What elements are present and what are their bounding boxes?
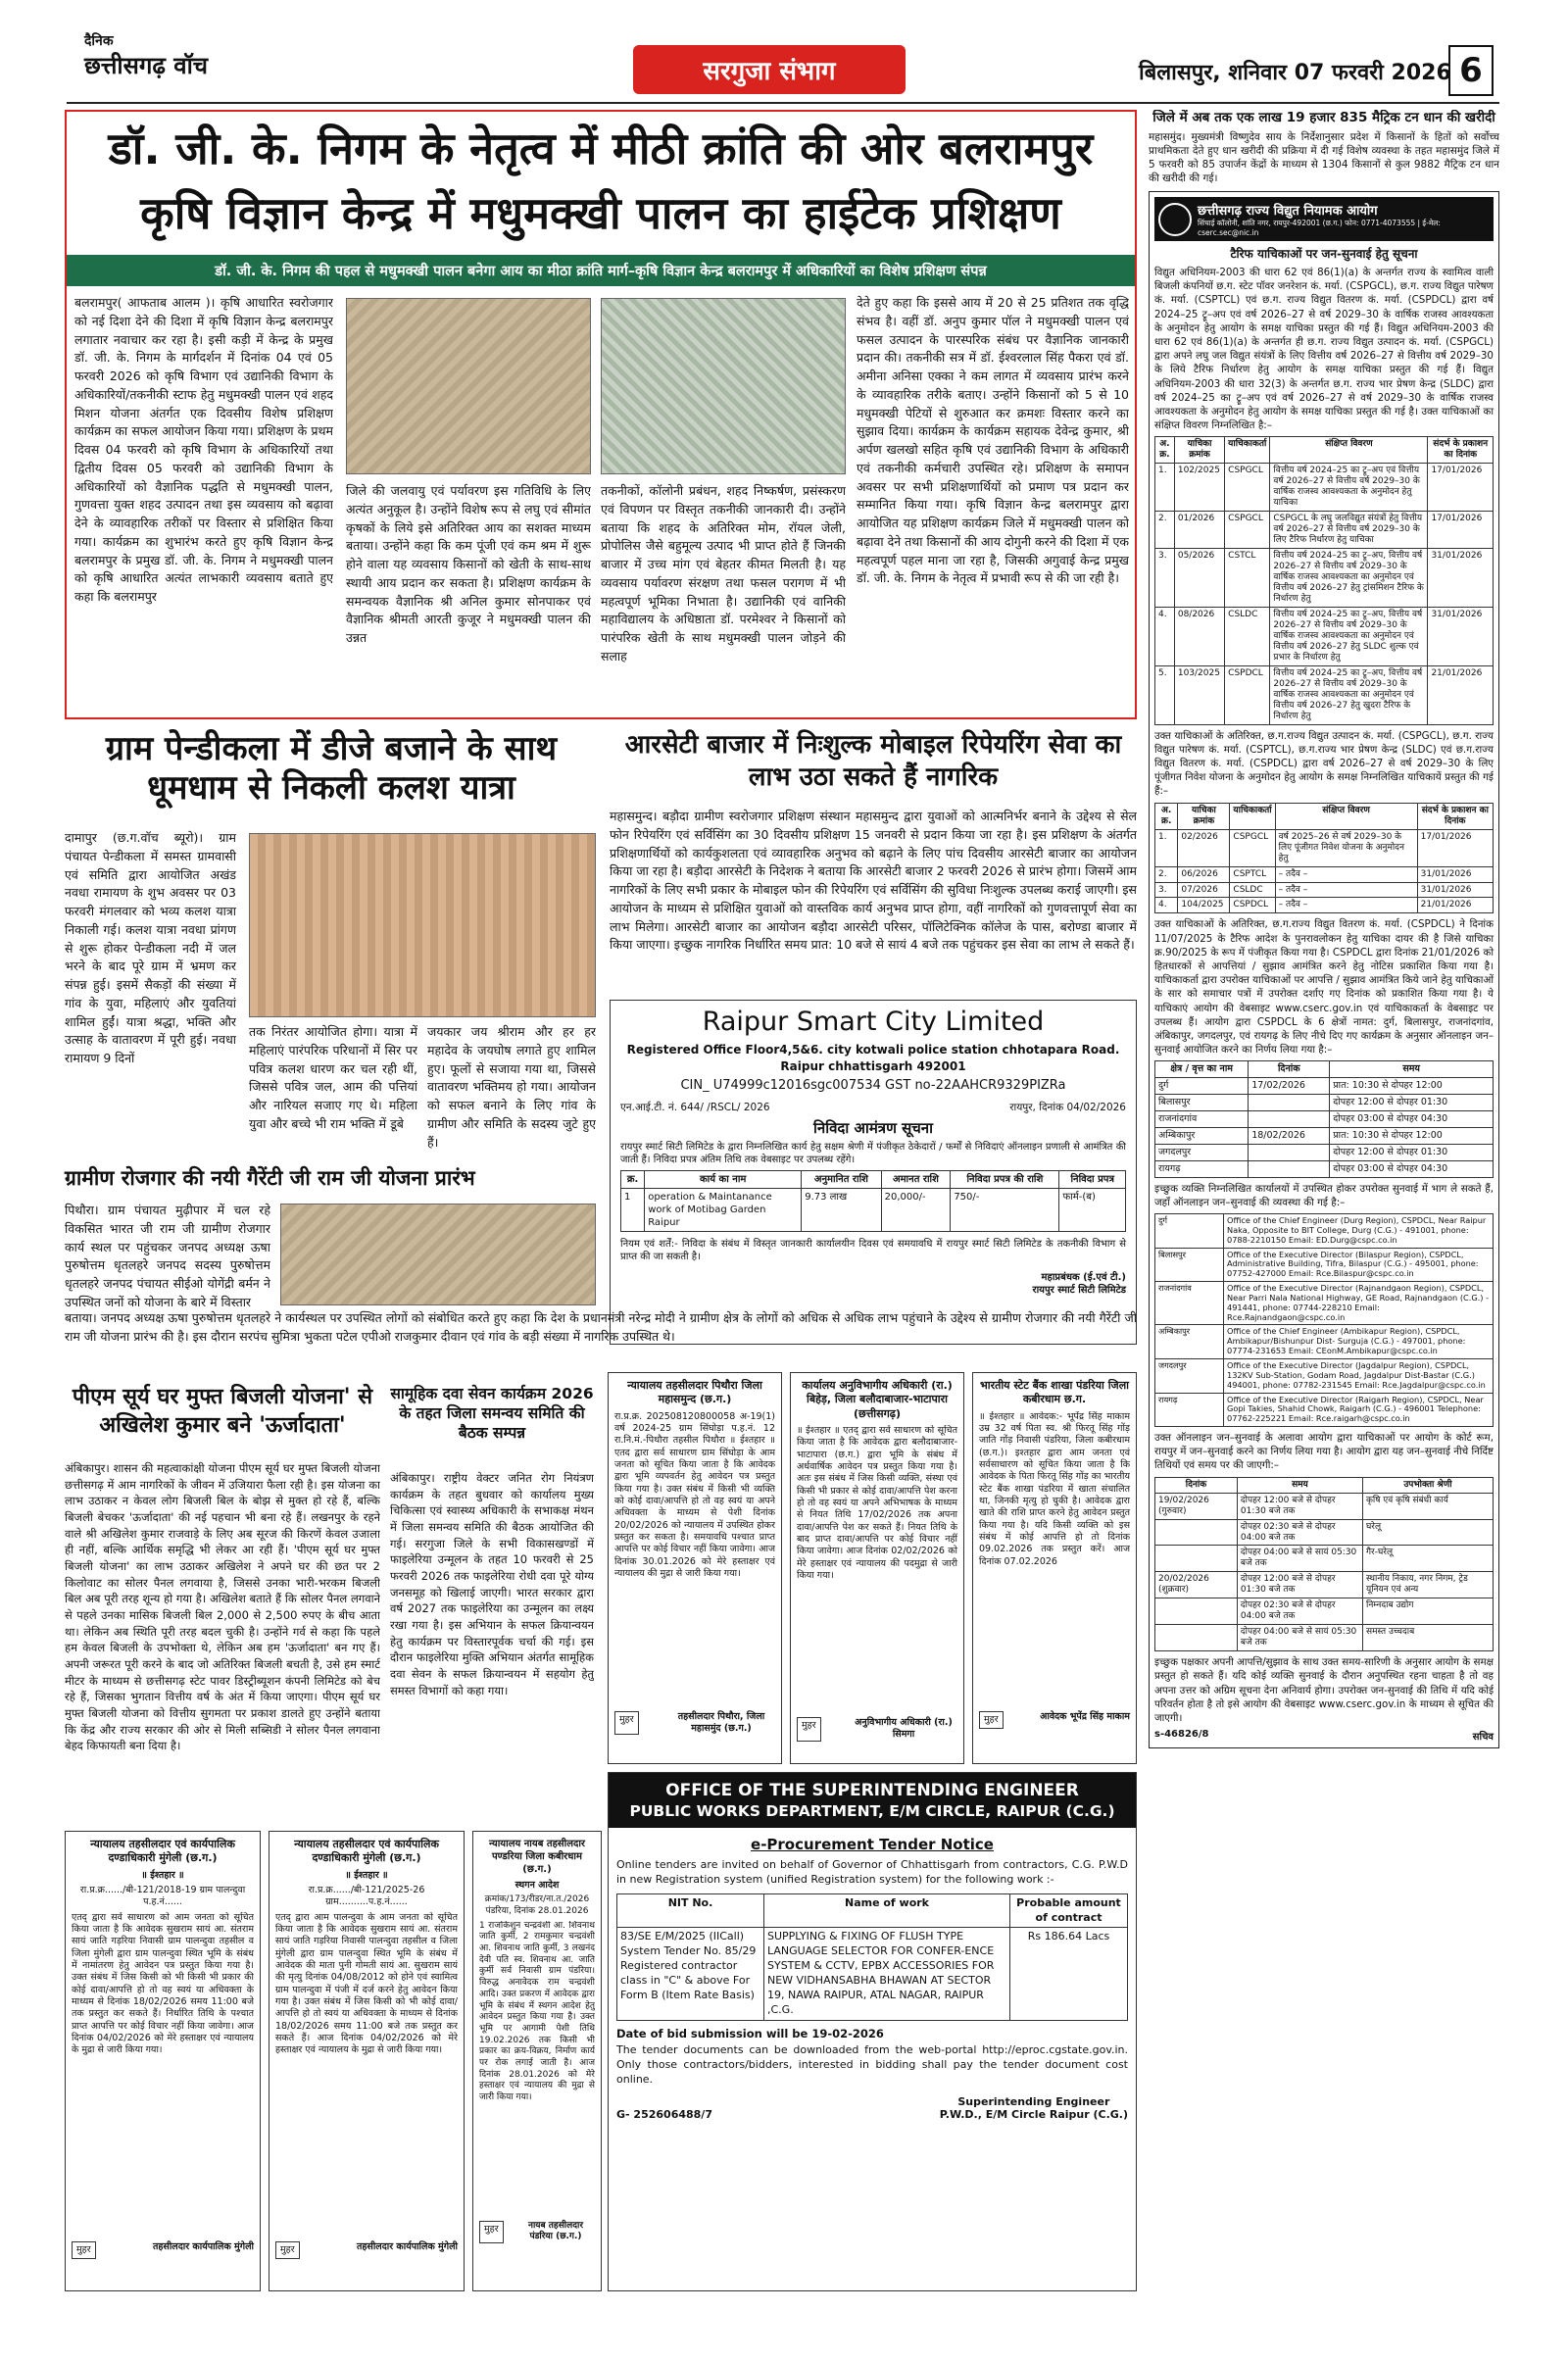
- cell: समस्त उच्चदाब: [1362, 1625, 1493, 1651]
- cell: 3.: [1155, 549, 1175, 608]
- samajik-body: अंबिकापुर। राष्ट्रीय वेक्टर जनित रोग नियंत्रण कार्यक्रम के तहत बुधवार को कार्यालय मुख्य चिकित्सा एवं स्वास्थ्य अधिकारी के सभाकक्ष मंथन में जिला समन्वय समिति की बैठक आयोजित की गई। सरगुजा जिले के सभी विकासखण्डों में फाइलेरिया उन्मूलन के तहत 10 फरवरी से 25 फरवरी 2026 तक फाइलेरिया रोधी दवा पूरे योग्य जनसमूह को खिलाई जाएगी। भारत सरकार द्वारा वर्ष 2027 तक फाइलेरिया का उन्मूलन का लक्ष्य रखा गया है। इस अभियान के सफल क्रियान्वयन हेतु कार्यक्रम पर विस्तारपूर्वक चर्चा की गई। इस दौरान फाइलेरिया मुक्ति अभियान अंतर्गत सामूहिक दवा सेवन के सफल क्रियान्वयन में सहयोग हेतु समस्त विभागों को कहा गया।: [390, 1471, 594, 1697]
- gramin-body-left: पिथौरा। ग्राम पंचायत मुढ़ीपार में चल रहे विकसित भारत जी राम जी ग्रामीण रोजगार कार्य स्थल पर पहुंचकर जनपद अध्यक्ष ऊषा पुरुषोत्तम धृतलहरे जनपद सदस्य पुरुषोत्तम धृतलहरे जनपद पंचायत सीईओ योगेंद्री बर्मन ने उपस्थित जनों को योजना के बारे में विस्तार: [65, 1203, 270, 1309]
- ad-office: Registered Office Floor4,5&6. city kotwali police station chhotapara Road. Raipur chhattisgarh 492001: [626, 1043, 1120, 1073]
- cell: दोपहर 02:30 बजे से दोपहर 04:00 बजे तक: [1237, 1519, 1362, 1546]
- table-row: [1155, 1214, 1494, 1249]
- table-row: [1155, 1078, 1494, 1095]
- cell: 102/2025: [1174, 464, 1224, 512]
- table-row: [1155, 512, 1494, 549]
- table-row: [1155, 898, 1494, 913]
- sidebar-brief: महासमुंद। मुख्यमंत्री विष्णुदेव साय के निर्देशानुसार प्रदेश में किसानों के हितों को सर्वोच्च प्राथमिकता देते हुए धान खरीदी की प्रक्रिया में दी गई विशेष व्यवस्था के तहत महासमुंद जिले में 5 फरवरी को 85 उपार्जन केंद्रों के माध्यम से 1304 किसानों से कुल 9882 मैट्रिक टन धान की खरीदी की गई।: [1149, 130, 1499, 185]
- cell: 21/01/2026: [1417, 898, 1493, 913]
- cell: राजनांदगांव: [1155, 1282, 1224, 1325]
- pwd-table: [616, 1893, 1128, 2021]
- cell: दोपहर 03:00 से दोपहर 04:30: [1330, 1111, 1494, 1128]
- seal-mark: मुहर: [479, 2221, 504, 2243]
- cell: 17/01/2026: [1428, 464, 1494, 512]
- pwd-work: SUPPLYING & FIXING OF FLUSH TYPE LANGUAGE SELECTOR FOR CONFER-ENCE SYSTEM & CCTV, EPBX ACCESSORIES FOR NEW VIDHANSABHA BHAWAN AT SECTOR 19, NAWA RAIPUR, ATAL NAGAR, RAIPUR ,C.G.: [764, 1928, 1010, 2020]
- cserc-th: संदर्भ के प्रकाशन का दिनांक: [1417, 803, 1493, 829]
- ad-th: निविदा प्रपत्र की राशि: [951, 1170, 1059, 1188]
- cserc-table-3: [1154, 1060, 1494, 1177]
- cell: [1249, 1144, 1330, 1160]
- cell: 17/02/2026: [1249, 1078, 1330, 1095]
- table-row: [1155, 1393, 1494, 1427]
- pwd-amount: Rs 186.64 Lacs: [1010, 1928, 1128, 2020]
- cell: – तदैव –: [1275, 882, 1417, 898]
- cell: 4.: [1155, 607, 1175, 665]
- notice-body: एतद् द्वारा सर्व साधारण को आम जनता को सूचित किया जाता है कि आवेदक सुखराम सायं आ. संतराम सायं जाति गड़रिया निवासी ग्राम पालन्दुवा तहसील व जिला मुंगेली द्वारा ग्राम पालन्दुवा स्थित भूमि के संबंध में नामांतरण हेतु आवेदन पत्र प्रस्तुत किया गया है। उक्त संबंध में जिस किसी को भी किसी भी प्रकार की कोई दावा/आपत्ति हो तो वह स्वयं या अधिवक्ता के माध्यम से दिनांक 18/02/2026 समय 11:00 बजे तक प्रस्तुत कर सकते हैं। निर्धारित तिथि के पश्चात प्राप्त आपत्ति पर कोई विचार नहीं किया जावेगा। आज दिनांक 04/02/2026 को मेरे हस्ताक्षर एवं न्यायालय के मुद्रा से जारी किया गया।: [72, 1911, 254, 2056]
- ad-th: अमानत राशि: [881, 1170, 951, 1188]
- gramin-photo: [280, 1204, 596, 1305]
- cell: 17/01/2026: [1417, 829, 1493, 866]
- cell: 1.: [1155, 464, 1175, 512]
- pwd-th: NIT No.: [617, 1893, 764, 1928]
- ad-th: कार्य का नाम: [645, 1170, 802, 1188]
- cell: CSPGCL: [1230, 829, 1275, 866]
- cell: 103/2025: [1174, 665, 1224, 724]
- seal-mark: मुहर: [614, 1711, 639, 1736]
- cserc-sign: सचिव: [1472, 1732, 1494, 1744]
- ad-footer: नियम एवं शर्तें:- निविदा के संबंध में विस्तृत जानकारी कार्यालयीन दिवस एवं समयावधि में रायपुर स्मार्ट सिटी लिमिटेड के तकनीकी विभाग से प्राप्त की जा सकती है।: [620, 1238, 1126, 1262]
- notice-mungeli-2: [269, 1831, 465, 2291]
- ad-td: 20,000/-: [881, 1188, 951, 1231]
- samajik-story: [390, 1384, 594, 1825]
- notice-sub: स्थगन आदेश: [514, 1880, 560, 1891]
- kalash-story: [65, 729, 598, 1151]
- cell: 4.: [1155, 898, 1178, 913]
- pwd-th: Probable amount of contract: [1010, 1893, 1128, 1928]
- seal-mark: मुहर: [797, 1717, 821, 1742]
- cell: 06/2026: [1178, 866, 1230, 882]
- table-row: [1155, 1325, 1494, 1359]
- table-row: [1155, 1095, 1494, 1111]
- cserc-th: संक्षिप्त विवरण: [1275, 803, 1417, 829]
- table-row: [1155, 1493, 1494, 1519]
- cserc-th: याचिका क्रमांक: [1174, 437, 1224, 464]
- table-row: [1155, 607, 1494, 665]
- cell: प्रात: 10:30 से दोपहर 12:00: [1330, 1127, 1494, 1144]
- cell: 31/01/2026: [1417, 882, 1493, 898]
- notice-sbi-pandariya: [972, 1372, 1137, 1764]
- pwd-title: e-Procurement Tender Notice: [751, 1836, 994, 1853]
- notice-sign: तहसीलदार कार्यपालिक मुंगेली: [152, 2240, 254, 2252]
- notice-sub: ॥ ईश्तहार ॥: [141, 1869, 184, 1881]
- cell: 07/2026: [1178, 882, 1230, 898]
- cell: 3.: [1155, 882, 1178, 898]
- paper-name-small: दैनिक: [84, 33, 114, 49]
- pwd-nit: 83/SE E/M/2025 (IICall) System Tender No. 85/29 Registered contractor class in "C" & above For Form B (Item Rate Basis): [617, 1928, 764, 2020]
- table-row: [1155, 829, 1494, 866]
- cserc-table-4: [1154, 1213, 1494, 1427]
- gramin-body-full: बताया। जनपद अध्यक्ष ऊषा पुरुषोत्तम धृतलहरे ने कार्यस्थल पर उपस्थित लोगों को संबोधित करते हुए कहा कि देश के प्रधानमंत्री नरेन्द्र मोदी ने ग्रामीण क्षेत्र के लोगों को अधिक से अधिक लाभ पहुंचाने के उद्देश्य से ग्रामीण रोजगार की नयी गैरेंटी जी राम जी योजना प्रारंभ की है। इस दौरान सरपंच सुमित्रा भुकता पटेल एपीओ राजकुमार दीवान एवं गांव के बड़ी संख्या में नागरिक उपस्थित थे।: [65, 1310, 1137, 1344]
- cell: दोपहर 12:00 से दोपहर 01:30: [1330, 1095, 1494, 1111]
- cell: दोपहर 02:30 बजे से दोपहर 04:00 बजे तक: [1237, 1598, 1362, 1625]
- cell: CSPDCL: [1230, 898, 1275, 913]
- seal-mark: मुहर: [275, 2241, 300, 2259]
- cell: 08/2026: [1174, 607, 1224, 665]
- cell: 104/2025: [1178, 898, 1230, 913]
- cell: राजनांदगांव: [1155, 1111, 1249, 1128]
- cell: दुर्ग: [1155, 1078, 1249, 1095]
- table-row: [1155, 665, 1494, 724]
- lead-photo-training: [601, 298, 846, 474]
- cell: 21/01/2026: [1428, 665, 1494, 724]
- table-row: [621, 1188, 1126, 1231]
- ad-sign: महाप्रबंधक (ई.एवं टी.) रायपुर स्मार्ट सिटी लिमिटेड: [1032, 1271, 1126, 1296]
- notice-mungeli-1: [65, 1831, 261, 2291]
- pwd-intro: Online tenders are invited on behalf of Governor of Chhattisgarh from contractors, C.G. P.W.D in new Registration system (unified Registration system) for the following work :-: [616, 1858, 1128, 1887]
- ad-title: निविदा आमंत्रण सूचना: [812, 1118, 934, 1137]
- cserc-th: दिनांक: [1155, 1477, 1238, 1493]
- notice-title: न्यायालय तहसीलदार एवं कार्यपालिक दण्डाधिकारी मुंगेली (छ.ग.): [294, 1838, 439, 1865]
- cell: जगदलपुर: [1155, 1358, 1224, 1393]
- kalash-body-mid: तक निरंतर आयोजित होगा। यात्रा में महिलाएं पारंपरिक परिधानों में सिर पर पवित्र कलश धारण कर चल रही थीं, जिससे पवित्र जल, आम की पत्तियां और नारियल सजाए गए थे। महिला युवा और बच्चे भी राम भक्ति में डूबे: [249, 1024, 417, 1131]
- notice-sign: आवेदक भूपेंद्र सिंह माकाम: [1040, 1710, 1130, 1722]
- cell: 18/02/2026: [1249, 1127, 1330, 1144]
- page-number: [1448, 45, 1494, 96]
- notice-sign-row: [479, 2221, 595, 2243]
- table-row: [1155, 1519, 1494, 1546]
- cell: गैर-घरेलू: [1362, 1546, 1493, 1572]
- lead-photo-meeting: [346, 298, 591, 474]
- cell: 05/2026: [1174, 549, 1224, 608]
- table-row: [1155, 1160, 1494, 1177]
- notice-title: न्यायालय तहसीलदार पिथौरा जिला महासमुन्द (छ.ग.): [627, 1379, 762, 1406]
- lead-story: [65, 110, 1137, 719]
- cell: CSPGCL: [1225, 464, 1270, 512]
- cell: बिलासपुर: [1155, 1248, 1224, 1282]
- table-row: [1155, 1111, 1494, 1128]
- kalash-body-left: दामापुर (छ.ग.वॉच ब्यूरो)। ग्राम पंचायत पेन्डीकला में समस्त ग्रामवासी एवं समिति द्वारा आयोजित अखंड नवधा रामायण के शुभ अवसर पर 03 फरवरी मंगलवार को भव्य कलश यात्रा निकाली गई। कलश यात्रा नवधा प्रांगण से शुरू होकर पेन्डीकला नदी में जल भरने के बाद पूरे ग्राम में भ्रमण कर संपन्न हुई। इसमें सैकड़ों की संख्या में गांव के युवा, महिलाएं और युवतियां शामिल हुईं। यात्रा श्रद्धा, भक्ति और उत्साह के वातावरण में पूरी हुई। नवधा रामायण 9 दिनों: [65, 830, 236, 1065]
- pwd-line-2: PUBLIC WORKS DEPARTMENT, E/M CIRCLE, RAIPUR (C.G.): [629, 1802, 1115, 1820]
- ad-company: Raipur Smart City Limited: [702, 1007, 1045, 1037]
- cell: 2.: [1155, 512, 1175, 549]
- cell: 2.: [1155, 866, 1178, 882]
- gramin-headline: ग्रामीण रोजगार की नयी गैरेंटी जी राम जी योजना प्रारंभ: [65, 1166, 475, 1190]
- notice-title: कार्यालय अनुविभागीय अधिकारी (रा.) बिहेड़, जिला बलौदाबाजार-भाटापारा (छत्तीसगढ़): [802, 1379, 953, 1420]
- table-row: [1155, 1572, 1494, 1598]
- cserc-th: उपभोक्ता श्रेणी: [1362, 1477, 1493, 1493]
- cell: 31/01/2026: [1417, 866, 1493, 882]
- table-row: [1155, 464, 1494, 512]
- cell: वित्तीय वर्ष 2024–25 का ट्रू–अप, वित्तीय वर्ष 2026–27 से वित्तीय वर्ष 2029–30 के वार्षिक राजस्व आवश्यकता का अनुमोदन एवं वित्तीय वर्ष 2026–27 हेतु SLDC शुल्क एवं प्रभार के निर्धारण हेतु: [1270, 607, 1428, 665]
- notice-sign-row: [797, 1717, 957, 1742]
- lead-col-2: जिले की जलवायु एवं पर्यावरण इस गतिविधि के लिए अत्यंत अनुकूल है। उन्होंने विशेष रूप से लघु एवं सीमांत कृषकों के लिये इसे अतिरिक्त आय का सशक्त माध्यम बताया। उन्होंने कहा कि कम पूंजी एवं कम श्रम में शुरू होने वाला यह व्यवसाय किसानों को खेती के साथ-साथ स्थायी आय प्रदान कर सकता है। प्रशिक्षण कार्यक्रम के समन्वयक वैज्ञानिक श्री अनिल कुमार सोनपाकर एवं वैज्ञानिक श्रीमती आरती कुजूर ने मधुमक्खी पालन की उन्नत: [346, 483, 591, 645]
- table-row: [1155, 1144, 1494, 1160]
- cell: 31/01/2026: [1428, 607, 1494, 665]
- cell: 1.: [1155, 829, 1178, 866]
- ad-cin: CIN_ U74999c12016sgc007534 GST no-22AAHCR9329PIZRa: [680, 1077, 1066, 1093]
- masthead: [0, 0, 1568, 106]
- cserc-header: [1154, 197, 1494, 241]
- samajik-headline: सामूहिक दवा सेवन कार्यक्रम 2026 के तहत जिला समन्वय समिति की बैठक सम्पन्न: [390, 1385, 594, 1443]
- table-row: [1155, 882, 1494, 898]
- ad-date: रायपुर, दिनांक 04/02/2026: [1009, 1101, 1126, 1113]
- ad-table: [620, 1170, 1126, 1232]
- repair-body: महासमुन्द। बड़ौदा ग्रामीण स्वरोजगार प्रशिक्षण संस्थान महासमुन्द द्वारा युवाओं को आत्मनिर्भर बनाने के उद्देश्य से सेल फोन रिपेयरिंग एवं सर्विसिंग का 30 दिवसीय प्रशिक्षण 15 जनवरी से प्रदान किया जा रहा है। इस प्रशिक्षण के अंतर्गत प्रशिक्षणार्थियों को कार्यकुशलता एवं व्यावहारिक अनुभव को बढ़ाने के लिए पांच दिवसीय आरसेटी बाजार का आयोजन किया जा रहा है। बड़ौदा आरसेटी के निदेशक ने बताया कि आरसेटी बाजार 2 फरवरी 2026 से प्रारंभ होगा। जिसमें आम नागरिकों के लिए सभी प्रकार के मोबाइल फोन की रिपेयरिंग एवं सर्विसिंग की सुविधा निःशुल्क उपलब्ध कराई जाएगी। इस आयोजन के माध्यम से प्रशिक्षित युवाओं को वास्तविक कार्य अनुभव प्राप्त होगा, वहीं नागरिकों को गुणवत्तापूर्ण सेवा का लाभ मिलेगा। आरसेटी बाजार का आयोजन बड़ौदा आरसेटी परिसर, पॉलिटेक्निक कॉलेज के पास, बरोण्डा बाजार में किया जाएगा। इच्छुक नागरिक निर्धारित समय प्रात: 10 बजे से सायं 4 बजे तक पहुंचकर इस सेवा का लाभ ले सकते हैं।: [610, 809, 1137, 953]
- lead-col-4: देते हुए कहा कि इससे आय में 20 से 25 प्रतिशत तक वृद्धि संभव है। वहीं डॉ. अनुप कुमार पॉल ने मधुमक्खी पालन एवं फसल उत्पादन के पारस्परिक संबंध पर वैज्ञानिक जानकारी प्रदान की। तकनीकी सत्र में डॉ. ईश्वरलाल सिंह पैकरा एवं डॉ. अमीना अनिसा एक्का ने कम लागत में व्यवसाय प्रारंभ करने के व्यावहारिक तरीके बताए। उन्होंने किसानों को 5 से 10 मधुमक्खी पेटियों से शुरुआत कर क्रमशः विस्तार करने का सुझाव दिया। कार्यक्रम के कार्यक्रम सहायक देवेन्द्र कुमार, श्री अर्पण खलखो सहित कृषि एवं उद्यानिकी विभाग के अधिकारी एवं तकनीकी कर्मचारी उपस्थित रहे। प्रशिक्षण के समापन अवसर पर सभी प्रशिक्षणार्थियों को प्रमाण पत्र प्रदान कर सम्मानित किया गया। कृषि विज्ञान केन्द्र बलरामपुर द्वारा आयोजित यह प्रशिक्षण कार्यक्रम जिले में मधुमक्खी पालन को बढ़ावा देने तथा किसानों की आय दोगुनी करने की दिशा में एक महत्वपूर्ण पहल माना जा रहा है, जिसकी अगुवाई केन्द्र प्रमुख डॉ. जी. के. निगम के नेतृत्व में प्रभावी रूप से की जा रही है।: [857, 295, 1129, 586]
- cserc-th: याचिकाकर्ता: [1225, 437, 1270, 464]
- lead-col-1: बलरामपुर( आफताब आलम )। कृषि आधारित स्वरोजगार को नई दिशा देने की दिशा में कृषि विज्ञान केन्द्र बलरामपुर लगातार नवाचार कर रहा है। इसी कड़ी में केन्द्र के प्रमुख डॉ. जी. के. निगम के मार्गदर्शन में दिनांक 04 एवं 05 फरवरी 2026 को कृषि विभाग एवं उद्यानिकी विभाग के अधिकारियों/तकनीकी स्टाफ हेतु मधुमक्खी पालन एवं शहद मिशन योजना अंतर्गत एक दिवसीय विशेष प्रशिक्षण कार्यक्रम का सफल आयोजन किया गया। प्रशिक्षण के प्रथम दिवस 04 फरवरी को कृषि विभाग के अधिकारियों तथा द्वितीय दिवस 05 फरवरी को उद्यानिकी विभाग के अधिकारियों को वैज्ञानिक पद्धति से मधुमक्खी पालन, गुणवत्ता युक्त शहद उत्पादन तथा इस व्यवसाय को बढ़ावा देने के व्यावहारिक तरीकों पर विस्तार से प्रशिक्षित किया गया। कार्यक्रम का शुभारंभ करते हुए कृषि विज्ञान केन्द्र बलरामपुर के प्रमुख डॉ. जी. के. निगम ने मधुमक्खी पालन को कृषि आधारित अत्यंत लाभकारी व्यवसाय बताते हुए कहा कि बलरामपुर: [74, 295, 333, 604]
- section-title: सरगुजा संभाग: [703, 57, 836, 86]
- cserc-sign-row: [1154, 1729, 1494, 1743]
- cell: कृषि एवं कृषि संबंधी कार्य: [1362, 1493, 1493, 1519]
- ad-th: क्र.: [621, 1170, 645, 1188]
- notice-case: रा.प्र.क्र....../बी-121/2025-26 ग्राम..........प.ह.नं......: [308, 1884, 425, 1908]
- pwd-sign-1: Superintending Engineer: [957, 2094, 1110, 2108]
- pwd-ref: G- 252606488/7: [616, 2107, 712, 2121]
- cell: रायगढ़: [1155, 1393, 1224, 1427]
- cell: दोपहर 04:00 बजे से सायं 05:30 बजे तक: [1237, 1546, 1362, 1572]
- notice-sign: नायब तहसीलदार पंडरिया (छ.ग.): [527, 2220, 584, 2242]
- cell: Office of the Chief Engineer (Ambikapur Region), CSPDCL, Ambikapur/Bishunpur Dist- Surguja (C.G.) - 497001, phone: 07774-231653 Email: CEonM.Ambikapur@cspc.co.in: [1224, 1325, 1494, 1359]
- cserc-th: याचिका क्रमांक: [1178, 803, 1230, 829]
- notice-title: भारतीय स्टेट बैंक शाखा पंडरिया जिला कबीरधाम छ.ग.: [979, 1379, 1130, 1406]
- cserc-th: अ. क्र.: [1155, 437, 1175, 464]
- cell: वित्तीय वर्ष 2024–25 का ट्रू–अप, वित्तीय वर्ष 2026–27 से वित्तीय वर्ष 2029–30 के वार्षिक राजस्व आवश्यकता का अनुमोदन एवं वित्तीय वर्ष 2026–27 हेतु खुदरा टैरिफ के निर्धारण हेतु: [1270, 665, 1428, 724]
- notice-sign-row: [979, 1711, 1130, 1729]
- table-row: [1155, 1358, 1494, 1393]
- table-row: [1155, 1625, 1494, 1651]
- pm-headline: पीएम सूर्य घर मुफ्त बिजली योजना' से अखिलेश कुमार बने 'ऊर्जादाता': [72, 1385, 373, 1438]
- cserc-notice-title: टैरिफ याचिकाओं पर जन-सुनवाई हेतु सूचना: [1230, 246, 1418, 261]
- notice-case: क्रमांक/173/रीडर/ना.त./2026 पंडरिया, दिनांक 28.01.2026: [484, 1894, 590, 1917]
- table-row: [1155, 1282, 1494, 1325]
- cserc-org-sub: सिंचाई कॉलोनी, शांति नगर, रायपुर-492001 (छ.ग.) फोन: 0771-4073555 | ई-मेल: cserc.sec@nic.in: [1198, 219, 1441, 237]
- cserc-para-4: इच्छुक व्यक्ति निम्नलिखित कार्यालयों में उपस्थित होकर उपरोक्त सुनवाई में भाग ले सकते हैं, जहाँ ऑनलाइन जन–सुनवाई की व्यवस्था की गई है:–: [1154, 1182, 1494, 1208]
- pwd-doc-note: The tender documents can be downloaded from the web-portal http://eproc.cgstate.gov.in. Only those contractors/bidders, interested in bidding shall pay the tender document cost online.: [616, 2042, 1128, 2087]
- cell: स्थानीय निकाय, नगर निगम, ट्रेड यूनियन एवं अन्य: [1362, 1572, 1493, 1598]
- ad-intro: रायपुर स्मार्ट सिटी लिमिटेड के द्वारा निम्नलिखित कार्य हेतु सक्षम श्रेणी में पंजीकृत ठेकेदारों / फर्मों से निविदाएं ऑनलाइन प्रणाली से आमंत्रित की जाती हैं। निविदा प्रपत्र अंतिम तिथि तक वेबसाइट पर उपलब्ध रहेंगे।: [620, 1141, 1126, 1165]
- cell: 19/02/2026 (गुरुवार): [1155, 1493, 1238, 1519]
- notice-sign: तहसीलदार कार्यपालिक मुंगेली: [356, 2240, 458, 2252]
- sidebar-headline: जिले में अब तक एक लाख 19 हजार 835 मैट्रिक टन धान की खरीदी: [1152, 110, 1495, 125]
- notice-body: एतद् द्वारा आम पालन्दुवा के आम जनता को सूचित किया जाता है कि आवेदक सुखराम सायं आ. संतराम सायं जाति गड़रिया निवासी पालन्दुवा तहसील व जिला मुंगेली द्वारा ग्राम पालन्दुवा स्थित भूमि के संबंध में आवेदक की माता पुनी गोमती सायं आ. सुखराम सायं की मृत्यु दिनांक 04/08/2012 को होने एवं स्वामित्व ग्राम पालन्दुवा में पंजी में दर्ज करने हेतु आवेदन किया गया है। उक्त संबंध में जिस किसी को भी कोई दावा/आपत्ति हो तो स्वयं या अधिवक्ता के माध्यम से दिनांक 18/02/2026 समय 11:00 बजे तक प्रस्तुत कर सकते हैं। आज दिनांक 04/02/2026 को मेरे हस्ताक्षर एवं न्यायालय के मुद्रा से जारी किया गया।: [275, 1911, 458, 2056]
- notice-body: रा.प्र.क्र. 202508120800058 अ-19(1) वर्ष 2024-25 ग्राम सिंघोड़ा प.ह.नं. 12 रा.नि.मं.-पिथौरा तहसील पिथौरा ॥ ईश्तहार ॥ एतद द्वारा सर्व साधारण ग्राम सिंघोड़ा के आम जनता को सूचित किया जाता है कि आवेदक द्वारा भूमि व्यपवर्तन हेतु आवेदन पत्र प्रस्तुत किया गया है। उक्त संबंध में किसी भी व्यक्ति को कोई दावा/आपत्ति हो तो वह स्वयं या अपने अधिवक्ता के माध्यम से पेशी दिनांक 20/02/2026 को न्यायालय में उपस्थित होकर प्रस्तुत कर सकता है। समयावधि पश्चात प्राप्त आपत्ति पर कोई विचार नहीं किया जावेगा। आज दिनांक 30.01.2026 को मेरे हस्ताक्षर एवं न्यायालय की मुद्रा से जारी किया गया।: [614, 1410, 775, 1580]
- ad-th: निविदा प्रपत्र: [1059, 1170, 1126, 1188]
- cell: [1249, 1111, 1330, 1128]
- cell: 5.: [1155, 665, 1175, 724]
- cell: [1155, 1598, 1238, 1625]
- cell: Office of the Executive Director (Jagdalpur Region), CSPDCL, 132KV Sub-Station, Godam Road, Jagdalpur Dist-Bastar (C.G.) 494001, phone: 07782-231545 Email: Rce.Jagdalpur@cspc.co.in: [1224, 1358, 1494, 1393]
- seal-mark: मुहर: [979, 1711, 1004, 1729]
- paper-name: छत्तीसगढ़ वॉच: [84, 52, 209, 79]
- lead-strap-text: डॉ. जी. के. निगम की पहल से मधुमक्खी पालन बनेगा आय का मीठा क्रांति मार्ग–कृषि विज्ञान केन्द्र बलरामपुर में अधिकारियों का विशेष प्रशिक्षण संपन्न: [215, 264, 987, 279]
- cell: जगदलपुर: [1155, 1144, 1249, 1160]
- cell: [1249, 1160, 1330, 1177]
- table-row: [1155, 1248, 1494, 1282]
- cserc-th: समय: [1330, 1061, 1494, 1078]
- cell: CSPGCL के लघु जलविद्युत संयंत्रों हेतु वित्तीय वर्ष 2026–27 से वित्तीय वर्ष 2029–30 के लिए टैरिफ निर्धारण हेतु याचिका: [1270, 512, 1428, 549]
- page-number-text: 6: [1459, 51, 1483, 90]
- lead-col-3: तकनीकों, कॉलोनी प्रबंधन, शहद निष्कर्षण, प्रसंस्करण एवं विपणन पर विस्तृत तकनीकी जानकारी दी। उन्होंने बताया कि शहद के अतिरिक्त मोम, रॉयल जेली, प्रोपोलिस जैसे बहुमूल्य उत्पाद भी प्राप्त होते हैं जिनकी बाजार में उच्च मांग एवं बेहतर कीमत मिलती है। यह व्यवसाय पर्यावरण संरक्षण तथा फसल परागण में भी महत्वपूर्ण भूमिका निभाता है। उद्यानिकी एवं वानिकी महाविद्यालय के अधिष्ठाता डॉ. परमेश्वर ने किसानों को पारंपरिक खेती के साथ मधुमक्खी पालन जोड़ने की सलाह: [601, 483, 846, 664]
- kalash-headline: ग्राम पेन्डीकला में डीजे बजाने के साथ धूमधाम से निकली कलश यात्रा: [105, 729, 558, 809]
- pwd-header: [609, 1773, 1136, 1828]
- cserc-para-5: उक्त ऑनलाइन जन–सुनवाई के अलावा आयोग द्वारा याचिकाओं पर आयोग के कोर्ट रूम, रायपुर में जन–सुनवाई करने का निर्णय लिया गया है। आयोग द्वारा यह जन–सुनवाई नीचे निर्दिष्ट तिथियों एवं समय पर की जाएगी:–: [1154, 1432, 1494, 1472]
- cell: दोपहर 12:00 बजे से दोपहर 01:30 बजे तक: [1237, 1572, 1362, 1598]
- pwd-sign-2: P.W.D., E/M Circle Raipur (C.G.): [939, 2107, 1128, 2121]
- notice-sign-row: [275, 2241, 458, 2259]
- cell: बिलासपुर: [1155, 1095, 1249, 1111]
- table-row: [1155, 1546, 1494, 1572]
- table-row: [617, 1928, 1128, 2020]
- notice-sign-row: [614, 1711, 775, 1736]
- cell: रायगढ़: [1155, 1160, 1249, 1177]
- notice-body: ॥ ईश्तहार ॥ आवेदक:- भूपेंद्र सिंह माकाम उम्र 32 वर्ष पिता स्व. श्री फिरतू सिंह गोंड़ जाति गोंड़ निवासी पंडरिया, जिला कबीरधाम (छ.ग.)। इश्तहार द्वारा आम जनता एवं सर्वसाधारण को सूचित किया जाता है कि आवेदक के पिता फिरतू सिंह गोंड़ का भारतीय स्टेट बैंक शाखा पंडरिया में खाता संचालित था, जिनकी मृत्यु हो चुकी है। आवेदक द्वारा खाते की राशि प्राप्त करने हेतु आवेदन प्रस्तुत किया गया है। यदि किसी व्यक्ति को इस संबंध में कोई आपत्ति हो तो दिनांक 09.02.2026 तक प्रस्तुत करें। आज दिनांक 07.02.2026: [979, 1410, 1130, 1567]
- cell: 17/01/2026: [1428, 512, 1494, 549]
- notice-body: ॥ ईश्तहार ॥ एतद् द्वारा सर्व साधारण को सूचित किया जाता है कि आवेदक द्वारा बलौदाबाजार-भाटापारा (छ.ग.) द्वारा भूमि के संबंध में अर्धवार्षिक आवेदन पत्र प्रस्तुत किया गया है। अतः इस संबंध में जिस किसी व्यक्ति, संस्था एवं किसी भी प्रकार से कोई दावा/आपत्ति पेश करना हो तो वह स्वयं या अपने अभिभाषक के माध्यम से नियत तिथि 17/02/2026 तक अपना दावा/आपत्ति पेश कर सकते हैं। नियत तिथि के बाद प्राप्त दावा/आपत्ति पर कोई विचार नहीं किया जावेगा। आज दिनांक 02/02/2026 को मेरे हस्ताक्षर एवं न्यायालय की पदमुद्रा से जारी किया गया।: [797, 1424, 957, 1582]
- cell: घरेलू: [1362, 1519, 1493, 1546]
- cell: CSLDC: [1230, 882, 1275, 898]
- cell: Office of the Executive Director (Raigarh Region), CSPDCL, Near Gopi Takies, Shahid Chowk, Raigarh (C.G.) - 496001 Telephone: 07762-225221 Email: Rce.raigarh@cspc.co.in: [1224, 1393, 1494, 1427]
- cserc-para-6: इच्छुक पक्षकार अपनी आपत्ति/सुझाव के साथ उक्त समय-सारिणी के अनुसार आयोग के समक्ष प्रस्तुत हो सकते हैं। यदि कोई व्यक्ति सुनवाई के दौरान अनुपस्थित रहना चाहता है तो वह अपना उत्तर को अग्रिम सूचना देना अनिवार्य होगा। उपरोक्त जन-सुनवाई की तिथि में यदि कोई परिवर्तन होता है तो इसे आयोग की वेबसाइट www.cserc.gov.in के माध्यम से सूचित की जाएगी।: [1154, 1656, 1494, 1725]
- notice-naib-tehsildar: [472, 1831, 602, 2291]
- dateline: बिलासपुर, शनिवार 07 फरवरी 2026: [1139, 61, 1451, 85]
- cserc-th: अ. क्र.: [1155, 803, 1178, 829]
- notice-sign: तहसीलदार पिथौरा, जिला महासमुंद (छ.ग.): [677, 1710, 765, 1734]
- cserc-th: संदर्भ के प्रकाशन का दिनांक: [1428, 437, 1494, 464]
- pm-story: [65, 1384, 380, 1825]
- lead-strap: [67, 255, 1135, 286]
- cell: CSPDCL: [1225, 665, 1270, 724]
- cell: वित्तीय वर्ष 2024–25 का ट्रू–अप, वित्तीय वर्ष 2026–27 से वित्तीय वर्ष 2029–30 के वार्षिक राजस्व आवश्यकता का अनुमोदन एवं वित्तीय वर्ष 2026–27 हेतु ट्रांसमिशन टैरिफ के निर्धारण हेतु: [1270, 549, 1428, 608]
- cell: [1155, 1625, 1238, 1651]
- notice-sdm-simga: [790, 1372, 964, 1764]
- section-banner: [633, 45, 906, 94]
- cell: दोपहर 12:00 बजे से दोपहर 01:30 बजे तक: [1237, 1493, 1362, 1519]
- notice-case: रा.प्र.क्र....../बी-121/2018-19 ग्राम पालन्दुवा प.ह.नं......: [79, 1884, 246, 1908]
- cell: दोपहर 03:00 से दोपहर 04:30: [1330, 1160, 1494, 1177]
- ad-ref-row: [620, 1101, 1126, 1114]
- pwd-sign: [940, 2095, 1128, 2121]
- cserc-th: समय: [1237, 1477, 1362, 1493]
- cell: 02/2026: [1178, 829, 1230, 866]
- cell: अम्बिकापुर: [1155, 1127, 1249, 1144]
- kalash-photo: [249, 833, 596, 1017]
- cell: अम्बिकापुर: [1155, 1325, 1224, 1359]
- notice-sign: अनुविभागीय अधिकारी (रा.) सिमगा: [855, 1716, 953, 1741]
- repair-headline: आरसेटी बाजार में निःशुल्क मोबाइल रिपेयरिंग सेवा का लाभ उठा सकते हैं नागरिक: [624, 730, 1122, 792]
- emblem-icon: [1158, 203, 1192, 236]
- lead-headline-2: कृषि विज्ञान केन्द्र में मधुमक्खी पालन का हाईटेक प्रशिक्षण: [140, 187, 1061, 239]
- cserc-th: याचिकाकर्ता: [1230, 803, 1275, 829]
- ad-td: 9.73 लाख: [802, 1188, 881, 1231]
- cell: 01/2026: [1174, 512, 1224, 549]
- table-row: [1155, 549, 1494, 608]
- cserc-th: संक्षिप्त विवरण: [1270, 437, 1428, 464]
- cserc-table-2: [1154, 803, 1494, 914]
- cell: [1155, 1519, 1238, 1546]
- cell: Office of the Executive Director (Rajnandgaon Region), CSPDCL, Near Parri Nala National Highway, GE Road, Rajnandgaon (C.G.) - 491441, phone: 07744-228210 Email: Rce.Rajnandgaon@cspc.co.in: [1224, 1282, 1494, 1325]
- kalash-body-right: जयकार जय श्रीराम और हर हर महादेव के जयघोष लगाते हुए शामिल हुए। फूलों से सजाया गया था, जिससे वातावरण भक्तिमय हो गया। आयोजन को सफल बनाने के लिए गांव के ग्रामीण और समिति के सदस्य जुटे हुए हैं।: [427, 1024, 596, 1149]
- cell: प्रात: 10:30 से दोपहर 12:00: [1330, 1078, 1494, 1095]
- lead-headline-1: डॉ. जी. के. निगम के नेतृत्व में मीठी क्रांति की ओर बलरामपुर: [108, 123, 1094, 174]
- cell: वित्तीय वर्ष 2024–25 का ट्रू–अप एवं वित्तीय वर्ष 2026–27 से वित्तीय वर्ष 2029–30 के वार्षिक राजस्व आवश्यकता के अनुमोदन हेतु याचिका: [1270, 464, 1428, 512]
- cserc-para-2: उक्त याचिकाओं के अतिरिक्त, छ.ग.राज्य विद्युत उत्पादन कं. मर्या. (CSPGCL), छ.ग. राज्य विद्युत पारेषण कं. मर्या. (CSPTCL), छ.ग.राज्य भार प्रेषण केन्द्र (SLDC) एवं छ.ग.राज्य विद्युत वितरण कं. मर्या. (CSPDCL) द्वारा वर्ष 2026–27 से वर्ष 2029–30 के लिए पूंजीगत निवेश योजना के अनुमोदन हेतु आयोग के समक्ष निम्नलिखित याचिकायें प्रस्तुत की गई हैं:–: [1154, 729, 1494, 798]
- cserc-para-3: उक्त याचिकाओं के अतिरिक्त, छ.ग.राज्य विद्युत वितरण कं. मर्या. (CSPDCL) ने दिनांक 11/07/2025 के टैरिफ आदेश के पुनरावलोकन हेतु याचिका दायर की है जिसे याचिका क्र.90/2025 के रूप में पंजीकृत किया गया है। CSPDCL द्वारा दिनांक 21/01/2026 को हितधारकों से आपत्तियां / सुझाव आमंत्रित करने हेतु नोटिस प्रकाशित किया गया है। याचिकाकर्ता द्वारा उपरोक्त याचिकाओं पर आपत्ति / सुझाव आमंत्रित किये जाने हेतु याचिकाओं के सार को समाचार पत्रों में उपरोक्त दर्शाए गए दिनांक को प्रकाशित किया गया है। ये याचिकाएं आयोग की वेबसाइट www.cserc.gov.in एवं याचिकाकर्ता के वेबसाइट पर उपलब्ध हैं। आयोग द्वारा CSPDCL के 6 क्षेत्रों नामत: दुर्ग, बिलासपुर, राजनांदगांव, अंबिकापुर, जगदलपुर, एवं रायगढ़ के लिए नीचे दिए गए कार्यक्रम के अनुसार ऑनलाइन जन–सुनवाई आयोजित करने का निर्णय लिया गया है:–: [1154, 918, 1494, 1057]
- ad-th: अनुमानित राशि: [802, 1170, 881, 1188]
- pwd-th: Name of work: [764, 1893, 1010, 1928]
- table-row: [1155, 866, 1494, 882]
- cell: CSTCL: [1225, 549, 1270, 608]
- repair-story: [610, 729, 1137, 1013]
- cserc-ref: s-46826/8: [1154, 1729, 1209, 1741]
- notice-sign-row: [72, 2241, 254, 2259]
- cserc-th: दिनांक: [1249, 1061, 1330, 1078]
- cell: Office of the Chief Engineer (Durg Region), CSPDCL, Near Raipur Naka, Opposite to BIT College, Durg (C.G.) - 491001, phone: 0788-2210150 Email: ED.Durg@cspc.co.in: [1224, 1214, 1494, 1249]
- pwd-tender: [608, 1772, 1137, 2291]
- notice-body: 1 राजकिशुन चन्द्रवंशी आ. शिवनाथ जाति कुर्मी, 2 रामकुमार चन्द्रवंशी आ. शिवनाथ जाति कुर्मी, 3 लखनंद देवी पति स्व. शिवनाथ आ. जाति कुर्मी सर्व निवासी ग्राम पंडरिया। विरुद्ध अनावेदक राम चन्द्रवंशी आदि। उक्त प्रकरण में आवेदक द्वारा भूमि के संबंध में स्थगन आदेश हेतु आवेदन प्रस्तुत किया गया है। उक्त भूमि पर आगामी पेशी तिथि 19.02.2026 तक किसी भी प्रकार का क्रय-विक्रय, निर्माण कार्य पर रोक लगाई जाती है। आज दिनांक 28.01.2026 को मेरे हस्ताक्षर एवं न्यायालय की मुद्रा से जारी किया गया।: [479, 1920, 595, 2103]
- notice-title: न्यायालय नायब तहसीलदार पण्डरिया जिला कबीरधाम (छ.ग.): [488, 1839, 586, 1875]
- cell: दोपहर 12:00 से दोपहर 01:30: [1330, 1144, 1494, 1160]
- cell: CSPTCL: [1230, 866, 1275, 882]
- cserc-table-1: [1154, 436, 1494, 724]
- notice-title: न्यायालय तहसीलदार एवं कार्यपालिक दण्डाधिकारी मुंगेली (छ.ग.): [90, 1838, 235, 1865]
- cell: निम्नदाब उद्योग: [1362, 1598, 1493, 1625]
- ad-ref: एन.आई.टी. नं. 644/ /RSCL/ 2026: [620, 1101, 770, 1113]
- ad-td: फार्म-(ब): [1059, 1188, 1126, 1231]
- pwd-sign-row: [609, 2090, 1136, 2127]
- cell: दोपहर 04:00 बजे से सायं 05:30 बजे तक: [1237, 1625, 1362, 1651]
- ad-td: 750/-: [951, 1188, 1059, 1231]
- table-row: [1155, 1127, 1494, 1144]
- cell: CSLDC: [1225, 607, 1270, 665]
- pwd-line-1: OFFICE OF THE SUPERINTENDING ENGINEER: [665, 1781, 1079, 1800]
- sidebar: [1149, 110, 1499, 2291]
- cserc-org: छत्तीसगढ़ राज्य विद्युत नियामक आयोग: [1198, 204, 1378, 220]
- cell: Office of the Executive Director (Bilaspur Region), CSPDCL, Administrative Building, Tifra, Bilaspur (C.G.) - 495001, phone: 07752-427000 Email: Rce.Bilaspur@cspc.co.in: [1224, 1248, 1494, 1282]
- cserc-th: क्षेत्र / वृत्त का नाम: [1155, 1061, 1249, 1078]
- raipur-smart-city-ad: [610, 1000, 1137, 1345]
- notice-tehsildar-pithora: [608, 1372, 782, 1764]
- cell: [1249, 1095, 1330, 1111]
- notice-sub: ॥ ईश्तहार ॥: [345, 1869, 388, 1881]
- cell: दुर्ग: [1155, 1214, 1224, 1249]
- ad-td: 1: [621, 1188, 645, 1231]
- cell: 31/01/2026: [1428, 549, 1494, 608]
- cell: – तदैव –: [1275, 898, 1417, 913]
- cell: – तदैव –: [1275, 866, 1417, 882]
- table-row: [1155, 1598, 1494, 1625]
- seal-mark: मुहर: [72, 2241, 96, 2259]
- pwd-bid-date: Date of bid submission will be 19-02-2026: [616, 2026, 884, 2040]
- cserc-para-1: विद्युत अधिनियम-2003 की धारा 62 एवं 86(1)(a) के अन्तर्गत राज्य के स्वामित्व वाली बिजली कंपनियों छ.ग. स्टेट पॉवर जनरेशन कं. मर्या. (CSPGCL), छ.ग. राज्य विद्युत पारेषण कं. मर्या. (CSPTCL) एवं छ.ग. राज्य विद्युत वितरण कं. मर्या. (CSPDCL) द्वारा वर्ष 2024–25 ट्रू–अप एवं वर्ष 2026–27 से वर्ष 2029–30 के वार्षिक राजस्व आवश्यकता के अनुमोदन हेतु आयोग के समक्ष याचिका प्रस्तुत की गई हैं। विद्युत अधिनियम-2003 की धारा 62 एवं 86(1)(a) के अन्तर्गत ही छ.ग. राज्य विद्युत उत्पादन कं. मर्या. (CSPGCL) द्वारा अपने लघु जल विद्युत संयंत्रों के लिए वित्तीय वर्ष 2026–27 से वित्तीय वर्ष 2029–30 के लिये टैरिफ निर्धारण हेतु आयोग के समक्ष याचिका प्रस्तुत की गई हैं। विद्युत अधिनियम-2003 की धारा 32(3) के अन्तर्गत छ.ग. राज्य भार प्रेषण केन्द्र (SLDC) द्वारा वर्ष 2024–25 का ट्रू–अप एवं वर्ष 2026–27 से वर्ष 2029–30 के वार्षिक राजस्व आवश्यकता के अनुमोदन हेतु आयोग के समक्ष याचिका प्रस्तुत की गई है। उक्त याचिकाओं का संक्षिप्त विवरण निम्नलिखित है:–: [1154, 266, 1494, 432]
- masthead-rule: [67, 102, 1499, 104]
- ad-td: operation & Maintanance work of Motibag Garden Raipur: [645, 1188, 802, 1231]
- cell: CSPGCL: [1225, 512, 1270, 549]
- cell: [1155, 1546, 1238, 1572]
- cserc-notice: [1149, 191, 1499, 1748]
- cell: वर्ष 2025–26 से वर्ष 2029–30 के लिए पूंजीगत निवेश योजना के अनुमोदन हेतु: [1275, 829, 1417, 866]
- pm-body: अंबिकापुर। शासन की महत्वाकांक्षी योजना पीएम सूर्य घर मुफ्त बिजली योजना छत्तीसगढ़ में आम नागरिकों के जीवन में उजियारा फैला रही है। इस योजना का लाभ उठाकर न केवल लोग बिजली बिल के बोझ से मुक्त हो रहे हैं, बल्कि बिजली बेचकर 'ऊर्जादाता' की नई पहचान भी बना रहे हैं। लखनपुर के रहने वाले श्री अखिलेश कुमार राजवाड़े के लिए अब सूरज की किरणें केवल उजाला ही नहीं, बल्कि आर्थिक समृद्धि भी लेकर आ रही हैं। 'पीएम सूर्य घर मुफ्त बिजली योजना' का लाभ उठाकर अखिलेश ने अपने घर की छत पर 2 किलोवाट का सोलर पैनल लगवाया है, जिससे उनका भारी-भरकम बिजली बिल अब पूरी तरह शून्य हो गया है। अखिलेश बताते हैं कि सोलर पैनल लगवाने से पहले उनका मासिक बिजली बिल 2,000 से 2,500 रुपए के बीच आता था। लेकिन अब स्थिति पूरी तरह बदल चुकी है। उन्होंने गर्व से कहा कि पहले हम केवल बिजली के उपभोक्ता थे, लेकिन अब हम 'ऊर्जादाता' बन गए हैं। अपनी जरूरत पूरी करने के बाद जो अतिरिक्त बिजली बचती है, उसे हम स्मार्ट मीटर के माध्यम से छत्तीसगढ़ स्टेट पावर डिस्ट्रीब्यूशन कंपनी लिमिटेड को बेच रहे हैं, जिसका भुगतान वित्तीय वर्ष के अंत में किया जाएगा। पीएम सूर्य घर मुफ्त बिजली योजना को वित्तीय सुगमता पर प्रकाश डालते हुए उन्होंने बताया कि केंद्र और राज्य सरकार की ओर से मिली सब्सिडी ने सोलर पैनल लगवाना बेहद किफायती बना दिया है।: [65, 1461, 380, 1753]
- cserc-table-5: [1154, 1477, 1494, 1652]
- cell: 20/02/2026 (शुक्रवार): [1155, 1572, 1238, 1598]
